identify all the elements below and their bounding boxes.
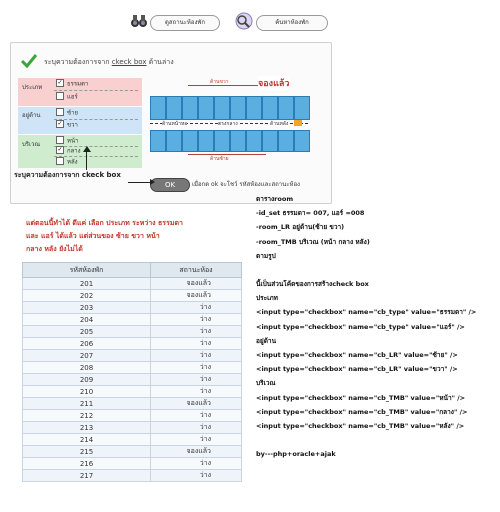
room-id-cell: 205 bbox=[23, 326, 151, 338]
table-row bbox=[23, 446, 242, 458]
room-cell[interactable] bbox=[182, 96, 198, 120]
notes-footer: by---php+oracle+ajak bbox=[256, 450, 336, 459]
table-row bbox=[23, 422, 242, 434]
checkbox-type-normal[interactable]: ✓ ธรรมดา bbox=[57, 79, 89, 88]
checkmark-icon bbox=[20, 52, 38, 70]
room-cell[interactable] bbox=[262, 130, 278, 152]
plan-middle-label: ตรงกลาง bbox=[218, 121, 238, 127]
notes-code-line: <input type="checkbox" name="cb_TMB" value="กลาง" /> bbox=[256, 407, 468, 416]
room-status-cell: ว่าง bbox=[151, 422, 242, 434]
reserved-badge: จองแล้ว bbox=[258, 76, 289, 90]
filter-area-group bbox=[18, 135, 142, 168]
room-status-cell: จองแล้ว bbox=[151, 398, 242, 410]
room-status-cell: จองแล้ว bbox=[151, 290, 242, 302]
plan-front-label: ด้านหน้าหอ bbox=[162, 121, 188, 127]
table-row bbox=[23, 350, 242, 362]
checkbox-box[interactable] bbox=[56, 157, 64, 165]
room-cell[interactable] bbox=[182, 130, 198, 152]
notes-code-line: <input type="checkbox" name="cb_LR" value="ขวา" /> bbox=[256, 365, 458, 374]
room-status-cell: ว่าง bbox=[151, 374, 242, 386]
checkbox-box[interactable] bbox=[56, 108, 64, 116]
room-status-cell: จองแล้ว bbox=[151, 446, 242, 458]
notes-code-line: <input type="checkbox" name="cb_type" value="แอร์" /> bbox=[256, 322, 465, 331]
room-id-cell: 203 bbox=[23, 302, 151, 314]
plan-left-side-label: ด้านซ้าย bbox=[210, 156, 229, 162]
plan-right-side-label: ด้านขวา bbox=[210, 79, 229, 85]
table-row bbox=[23, 458, 242, 470]
room-id-cell: 201 bbox=[23, 278, 151, 290]
room-id-cell: 216 bbox=[23, 458, 151, 470]
room-id-cell: 202 bbox=[23, 290, 151, 302]
notes-line: -room_LR อยู่ด้าน(ซ้าย ขวา) bbox=[256, 223, 345, 232]
room-status-cell: ว่าง bbox=[151, 326, 242, 338]
room-status-table bbox=[22, 262, 242, 482]
search-room-button[interactable]: ค้นหาห้องพัก bbox=[256, 15, 328, 31]
room-cell[interactable] bbox=[214, 130, 230, 152]
table-row bbox=[23, 386, 242, 398]
notes-panel bbox=[256, 192, 496, 461]
room-id-cell: 214 bbox=[23, 434, 151, 446]
room-id-cell: 217 bbox=[23, 470, 151, 482]
room-cell[interactable] bbox=[278, 96, 294, 120]
search-globe-icon[interactable] bbox=[234, 12, 254, 30]
checkbox-box[interactable] bbox=[56, 136, 64, 144]
notes-code-line: <input type="checkbox" name="cb_type" value="ธรรมดา" /> bbox=[256, 308, 477, 317]
panel-heading: ระบุความต้องการจาก ckeck box ด้านล่าง bbox=[44, 58, 174, 66]
room-cell[interactable] bbox=[230, 130, 246, 152]
notes-code-line: <input type="checkbox" name="cb_LR" value="ซ้าย" /> bbox=[256, 351, 458, 360]
room-status-cell: ว่าง bbox=[151, 338, 242, 350]
room-status-cell: ว่าง bbox=[151, 362, 242, 374]
room-id-cell: 207 bbox=[23, 350, 151, 362]
checkbox-side-left[interactable]: ซ้าย bbox=[56, 109, 78, 117]
top-nav bbox=[0, 0, 500, 40]
checkbox-box[interactable] bbox=[56, 92, 64, 100]
table-row bbox=[23, 470, 242, 482]
notes-code-line: <input type="checkbox" name="cb_TMB" value="หน้า" /> bbox=[256, 393, 466, 402]
arrow-line bbox=[128, 182, 150, 183]
room-cell[interactable] bbox=[150, 130, 166, 152]
notes-line: ตามรูป bbox=[256, 251, 276, 260]
floor-plan bbox=[148, 76, 320, 160]
table-row bbox=[23, 290, 242, 302]
room-cell[interactable] bbox=[198, 96, 214, 120]
filter-type-group bbox=[18, 78, 142, 106]
notes-line: นี้เป็นส่วนโค้ดของการสร้างcheck box bbox=[256, 280, 369, 289]
binoculars-icon[interactable] bbox=[130, 13, 148, 29]
checkbox-area-middle[interactable]: ✓ กลาง bbox=[57, 146, 81, 155]
room-cell[interactable] bbox=[198, 130, 214, 152]
table-row bbox=[23, 326, 242, 338]
table-header-status: สถานะห้อง bbox=[151, 263, 242, 278]
room-cell[interactable] bbox=[246, 96, 262, 120]
plan-back-label: ด้านหลัง bbox=[270, 121, 289, 127]
room-id-cell: 204 bbox=[23, 314, 151, 326]
room-status-cell: ว่าง bbox=[151, 302, 242, 314]
room-status-cell: ว่าง bbox=[151, 434, 242, 446]
room-cell[interactable] bbox=[166, 96, 182, 120]
room-status-cell: ว่าง bbox=[151, 350, 242, 362]
table-row bbox=[23, 362, 242, 374]
room-id-cell: 212 bbox=[23, 410, 151, 422]
table-row bbox=[23, 410, 242, 422]
arrow-head-icon bbox=[83, 146, 91, 152]
notes-line: บริเวณ bbox=[256, 379, 276, 388]
room-status-cell: ว่าง bbox=[151, 410, 242, 422]
filter-area-label: บริเวณ bbox=[22, 141, 41, 148]
arrow-line bbox=[86, 150, 87, 170]
table-header-room-id: รหัสห้องพัก bbox=[23, 263, 151, 278]
room-cell[interactable] bbox=[214, 96, 230, 120]
room-status-cell: ว่าง bbox=[151, 314, 242, 326]
checkbox-type-aircon[interactable]: แอร์ bbox=[56, 93, 78, 101]
checkbox-area-back[interactable]: หลัง bbox=[56, 158, 78, 166]
room-cell[interactable] bbox=[150, 96, 166, 120]
room-id-cell: 215 bbox=[23, 446, 151, 458]
filter-side-group bbox=[18, 107, 142, 134]
ok-description: เมื่อกด ok จะโชว์ รหัสห้องและสถานะห้อง bbox=[192, 181, 300, 188]
table-row bbox=[23, 278, 242, 290]
checkbox-note: ระบุความต้องการจาก ckeck box bbox=[14, 171, 121, 179]
room-status-cell: ว่าง bbox=[151, 386, 242, 398]
room-status-cell: ว่าง bbox=[151, 470, 242, 482]
checkbox-box[interactable]: ✓ bbox=[57, 146, 63, 153]
notes-line: อยู่ด้าน bbox=[256, 336, 277, 345]
notes-line: -room_TMB บริเวณ (หน้า กลาง หลัง) bbox=[256, 237, 370, 246]
table-row bbox=[23, 374, 242, 386]
room-status-cell: ว่าง bbox=[151, 458, 242, 470]
table-row bbox=[23, 314, 242, 326]
table-row bbox=[23, 338, 242, 350]
notes-title: ตารางroom bbox=[256, 195, 294, 203]
room-id-cell: 213 bbox=[23, 422, 151, 434]
room-cell[interactable] bbox=[262, 96, 278, 120]
view-room-status-button[interactable]: ดูสถานะห้องพัก bbox=[150, 15, 220, 31]
checkbox-box[interactable]: ✓ bbox=[57, 79, 63, 86]
filter-side-label: อยู่ด้าน bbox=[22, 112, 41, 119]
room-id-cell: 206 bbox=[23, 338, 151, 350]
room-id-cell: 209 bbox=[23, 374, 151, 386]
elevator-marker bbox=[294, 120, 302, 126]
notes-line: -id_set ธรรมดา= 007, แอร์ =008 bbox=[256, 209, 365, 218]
table-row bbox=[23, 434, 242, 446]
room-id-cell: 208 bbox=[23, 362, 151, 374]
room-cell[interactable] bbox=[294, 130, 310, 152]
table-row bbox=[23, 302, 242, 314]
notes-line: ประเภท bbox=[256, 294, 278, 303]
room-cell[interactable] bbox=[294, 96, 310, 120]
room-id-cell: 210 bbox=[23, 386, 151, 398]
progress-note: แต่ตอนนี้ทำได้ ดีแค่ เลือก ประเภท ระหว่าง ธรรมดา และ แอร์ ได้แล้ว แต่ส่วนของ ซ้าย ขวา หน้า กลาง หลัง ยังไม่ได้ bbox=[26, 219, 183, 253]
checkbox-side-right[interactable]: ✓ ขวา bbox=[57, 120, 78, 129]
ok-button[interactable]: OK bbox=[150, 178, 190, 192]
room-cell[interactable] bbox=[246, 130, 262, 152]
arrow-head-icon bbox=[150, 179, 155, 185]
room-cell[interactable] bbox=[278, 130, 294, 152]
filter-type-label: ประเภท bbox=[22, 84, 43, 91]
room-cell[interactable] bbox=[166, 130, 182, 152]
room-cell[interactable] bbox=[230, 96, 246, 120]
room-id-cell: 211 bbox=[23, 398, 151, 410]
room-status-cell: จองแล้ว bbox=[151, 278, 242, 290]
checkbox-box[interactable]: ✓ bbox=[57, 120, 63, 127]
table-row bbox=[23, 398, 242, 410]
notes-code-line: <input type="checkbox" name="cb_TMB" value="หลัง" /> bbox=[256, 422, 465, 431]
checkbox-area-front[interactable]: หน้า bbox=[56, 137, 78, 145]
